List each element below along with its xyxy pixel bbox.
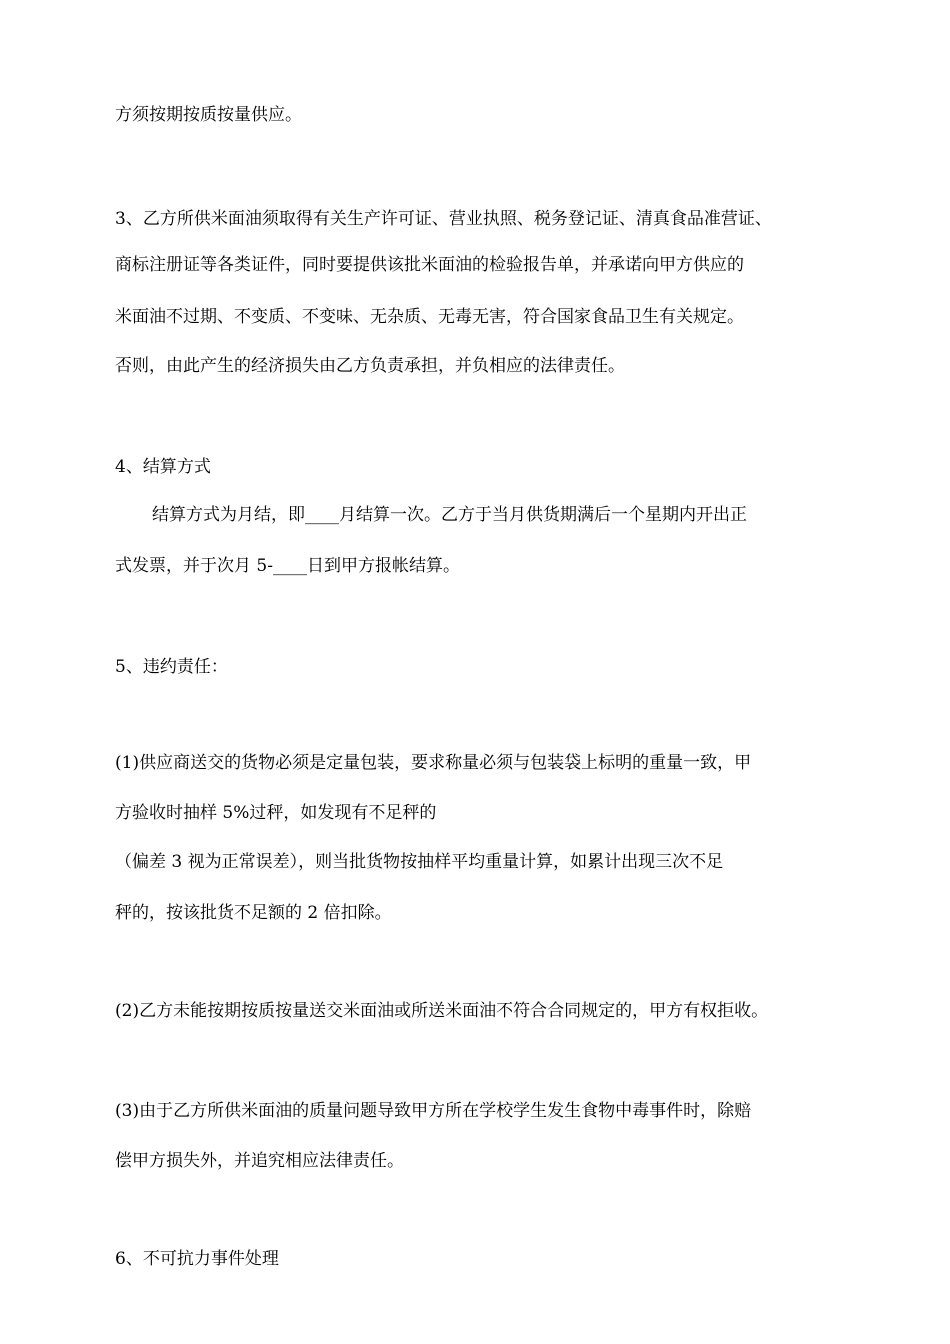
clause-5-item-1-line: （偏差 3 视为正常误差），则当批货物按抽样平均重量计算，如累计出现三次不足: [115, 852, 724, 872]
clause-4-line: 结算方式为月结，即____月结算一次。乙方于当月供货期满后一个星期内开出正: [152, 505, 747, 525]
clause-3-line: 3、乙方所供米面油须取得有关生产许可证、营业执照、税务登记证、清真食品准营证、: [115, 209, 772, 229]
clause-4-line: 式发票，并于次月 5-____日到甲方报帐结算。: [115, 556, 460, 576]
clause-3-line: 米面油不过期、不变质、不变味、无杂质、无毒无害，符合国家食品卫生有关规定。: [115, 307, 744, 327]
clause-5-item-1-line: 方验收时抽样 5%过秤，如发现有不足秤的: [115, 803, 437, 823]
clause-6-heading: 6、不可抗力事件处理: [115, 1249, 279, 1269]
paragraph-line: 方须按期按质按量供应。: [115, 105, 302, 125]
clause-5-item-3-line: 偿甲方损失外，并追究相应法律责任。: [115, 1151, 404, 1171]
clause-3-line: 否则，由此产生的经济损失由乙方负责承担，并负相应的法律责任。: [115, 356, 625, 376]
clause-5-item-3-line: (3)由于乙方所供米面油的质量问题导致甲方所在学校学生发生食物中毒事件时，除赔: [115, 1101, 752, 1121]
clause-5-item-2-line: (2)乙方未能按期按质按量送交米面油或所送米面油不符合合同规定的，甲方有权拒收。: [115, 1001, 769, 1021]
clause-5-item-1-line: (1)供应商送交的货物必须是定量包装，要求称量必须与包装袋上标明的重量一致，甲: [115, 753, 752, 773]
clause-5-item-1-line: 秤的，按该批货不足额的 2 倍扣除。: [115, 903, 392, 923]
clause-4-heading: 4、结算方式: [115, 457, 211, 477]
clause-5-heading: 5、违约责任：: [115, 657, 228, 677]
clause-3-line: 商标注册证等各类证件，同时要提供该批米面油的检验报告单，并承诺向甲方供应的: [115, 255, 744, 275]
